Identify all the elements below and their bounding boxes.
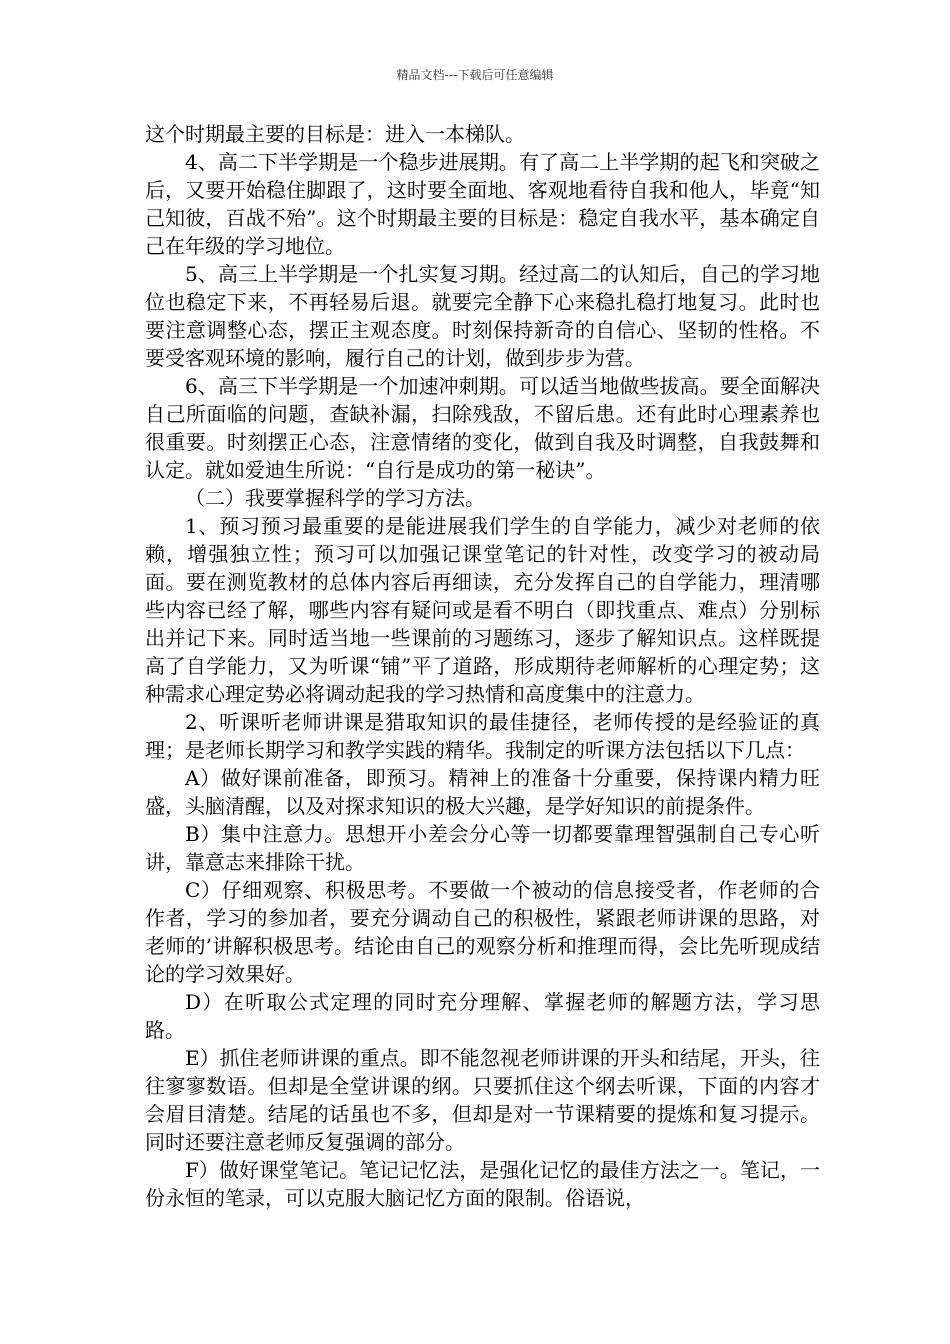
section-heading: （二）我要掌握科学的学习方法。 — [185, 486, 485, 510]
paragraph: A）做好课前准备，即预习。精神上的准备十分重要，保持课内精力旺盛，头脑清醒，以及对探求知识的极大兴趣，是学好知识的前提条件。 — [145, 766, 820, 818]
paragraph: C）仔细观察、积极思考。不要做一个被动的信息接受者，作老师的合作者，学习的参加者，要充分调动自己的积极性，紧跟老师讲课的思路，对老师的’讲解积极思考。结论由自己的观察分析和推理而得，会比先听现成结论的学习效果好。 — [145, 878, 820, 986]
paragraph: B）集中注意力。思想开小差会分心等一切都要靠理智强制自己专心听讲，靠意志来排除干扰。 — [145, 822, 820, 874]
paragraph: 5、高三上半学期是一个扎实复习期。经过高二的认知后，自己的学习地位也稳定下来，不再轻易后退。就要完全静下心来稳扎稳打地复习。此时也要注意调整心态，摆正主观态度。时刻保持新奇的自信心、坚韧的性格。不要受客观环境的影响，履行自己的计划，做到步步为营。 — [145, 262, 820, 370]
document-body — [145, 120, 820, 1212]
paragraph: E）抓住老师讲课的重点。即不能忽视老师讲课的开头和结尾，开头，往往寥寥数语。但却是全堂讲课的纲。只要抓住这个纲去听课，下面的内容才会眉目清楚。结尾的话虽也不多，但却是对一节课精要的提炼和复习提示。同时还要注意老师反复强调的部分。 — [145, 1046, 820, 1154]
paragraph: 6、高三下半学期是一个加速冲刺期。可以适当地做些拔高。要全面解决自己所面临的问题，查缺补漏，扫除残敌，不留后患。还有此时心理素养也很重要。时刻摆正心态，注意情绪的变化，做到自我及时调整，自我鼓舞和认定。就如爱迪生所说：“自行是成功的第一秘诀”。 — [145, 374, 820, 482]
paragraph: D）在听取公式定理的同时充分理解、掌握老师的解题方法，学习思路。 — [145, 990, 820, 1042]
paragraph: F）做好课堂笔记。笔记记忆法，是强化记忆的最佳方法之一。笔记，一份永恒的笔录，可以克服大脑记忆方面的限制。俗语说， — [145, 1158, 820, 1210]
paragraph: 4、高二下半学期是一个稳步进展期。有了高二上半学期的起飞和突破之后，又要开始稳住脚跟了，这时要全面地、客观地看待自我和他人，毕竟“知己知彼，百战不殆”。这个时期最主要的目标是：稳定自我水平，基本确定自己在年级的学习地位。 — [145, 150, 820, 258]
page-header: 精品文档---下载后可任意编辑 — [396, 68, 554, 82]
paragraph: 2、听课听老师讲课是猎取知识的最佳捷径，老师传授的是经验证的真理；是老师长期学习和教学实践的精华。我制定的听课方法包括以下几点： — [145, 710, 820, 762]
paragraph: 这个时期最主要的目标是：进入一本梯队。 — [145, 122, 525, 146]
paragraph: 1、预习预习最重要的是能进展我们学生的自学能力，减少对老师的依赖，增强独立性；预习可以加强记课堂笔记的针对性，改变学习的被动局面。要在测览教材的总体内容后再细读，充分发挥自己的自学能力，理清哪些内容已经了解，哪些内容有疑问或是看不明白（即找重点、难点）分别标出并记下来。同时适当地一些课前的习题练习，逐步了解知识点。这样既提高了自学能力，又为听课“铺”平了道路，形成期待老师解析的心理定势；这种需求心理定势必将调动起我的学习热情和高度集中的注意力。 — [145, 514, 820, 706]
